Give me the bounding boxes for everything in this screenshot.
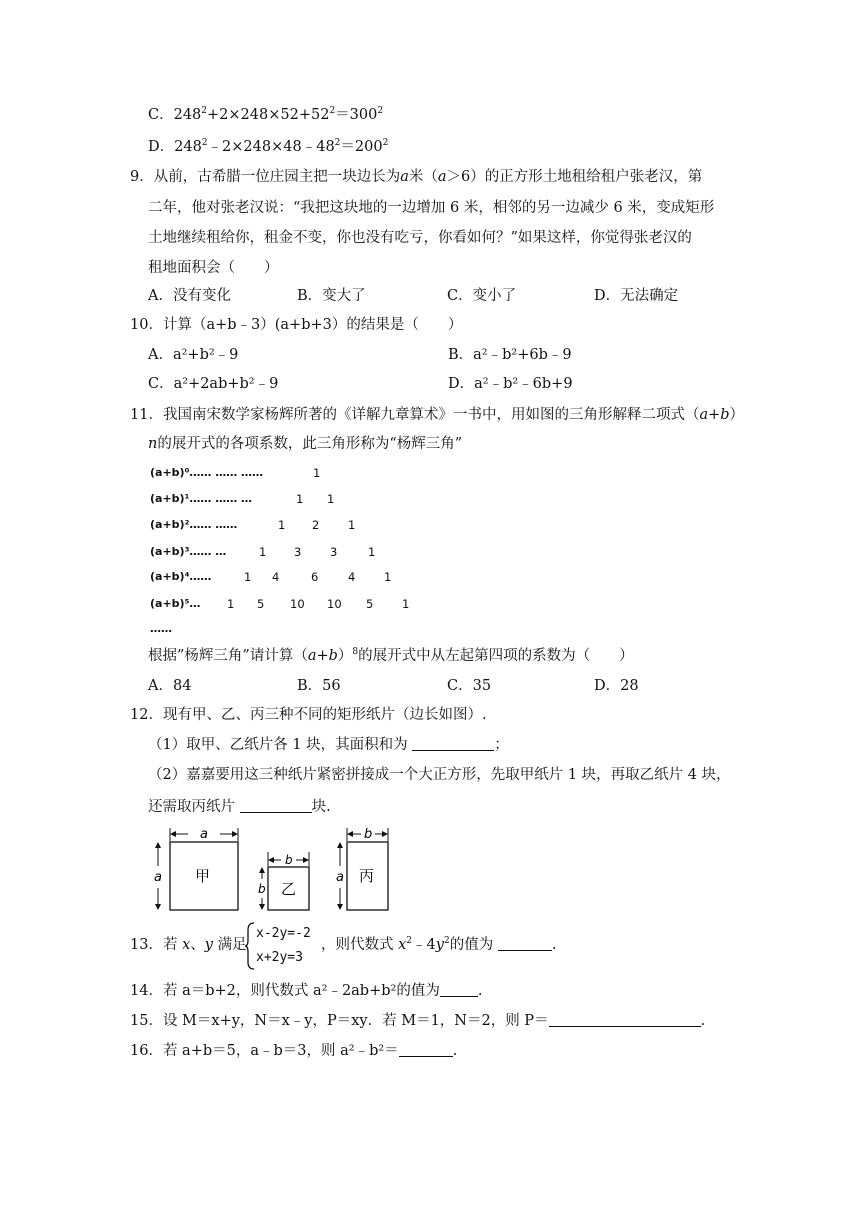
q10-option-d: D．a²﹣b²﹣6b+9 xyxy=(448,376,573,392)
piece-yi xyxy=(258,852,309,910)
label-a-top: a xyxy=(200,827,208,842)
q11-line-2: n的展开式的各项系数，此三角形称为“杨辉三角” xyxy=(148,436,463,452)
question-number: 11． xyxy=(130,407,163,423)
piece-label-jia: 甲 xyxy=(195,867,211,885)
label-b-top-bing: b xyxy=(364,827,373,842)
q11-option-b: B．56 xyxy=(297,678,341,694)
q13-stem-cont: ，则代数式 $x^2﹣4y^2$的值为 . xyxy=(321,936,557,953)
label-b-left: b xyxy=(258,882,266,896)
q11-option-c: C．35 xyxy=(447,678,492,694)
answer-blank[interactable] xyxy=(498,936,552,951)
answer-blank[interactable] xyxy=(549,1012,701,1027)
q11-line-1: 11．我国南宋数学家杨辉所著的《详解九章算术》一书中，用如图的三角形解释二项式（a+b） xyxy=(130,407,745,423)
q12-part-2: （2）嘉嘉要用这三种纸片紧密拼接成一个大正方形，先取甲纸片 1 块，再取乙纸片 4 块， xyxy=(148,767,731,783)
q12-part-1: （1）取甲、乙纸片各 1 块，其面积和为 ； xyxy=(148,737,509,753)
piece-jia xyxy=(154,827,238,910)
system-equation-2: x+2y=3 xyxy=(256,950,303,965)
piece-label-bing: 丙 xyxy=(359,867,375,885)
system-equation-1: x-2y=-2 xyxy=(256,926,311,941)
question-number: 13． xyxy=(130,937,163,953)
question-number: 12． xyxy=(130,707,163,723)
q9-option-b: B．变大了 xyxy=(297,288,366,304)
q16-stem: 16．若 a+b＝5，a﹣b＝3，则 a²﹣b²＝ . xyxy=(130,1043,458,1059)
answer-blank[interactable] xyxy=(440,982,478,997)
q14-stem: 14．若 a＝b+2，则代数式 a²﹣2ab+b²的值为 . xyxy=(130,983,483,999)
q8-option-d: D．$248^2﹣2\times 248\times 48﹣48^2=200^2$ xyxy=(148,138,389,155)
q10-option-c: C．a²+2ab+b²﹣9 xyxy=(148,376,279,392)
question-number: 14． xyxy=(130,983,163,999)
q9-option-d: D．无法确定 xyxy=(594,288,679,304)
question-number: 15． xyxy=(130,1013,163,1029)
question-number: 16． xyxy=(130,1043,163,1059)
q9-line-2: 二年，他对张老汉说：“我把这块地的一边增加 6 米，相邻的另一边减少 6 米，变成矩形 xyxy=(148,200,715,216)
label-a-left-bing: a xyxy=(336,870,344,885)
brace-icon xyxy=(244,922,256,970)
question-number: 9． xyxy=(130,169,154,185)
paper-pieces-figure xyxy=(148,822,408,914)
piece-bing xyxy=(336,827,388,910)
q12-stem: 12．现有甲、乙、丙三种不同的矩形纸片（边长如图）. xyxy=(130,707,487,723)
q8-option-c: C．$248^2+2\times 248\times 52+52^2=300^2$ xyxy=(148,106,384,123)
q9-option-c: C．变小了 xyxy=(447,288,517,304)
q10-option-a: A．a²+b²﹣9 xyxy=(148,347,239,363)
q12-part-2-cont: 还需取丙纸片 块. xyxy=(148,799,331,815)
exam-page: C．$248^2+2\times 248\times 52+52^2=300^2$ D．$248^2﹣2\times 248\times 48﹣48^2=200^2$ 9．从前，古希腊一位庄园主把一块边长为a米（a＞6）的正方形土地租给租户张老汉，第 二年，他对张老汉说：“我把这块地的一边增加 6 米，相邻的另一边减少 6 米，变成矩形 土地继续租给你，租金不变，你也没有吃亏，你看如何？”如果这样，你觉得张老汉的 租地面积会（ ） A．没有变化 B．变大了 C．变小了 D．无法确定 10．计算（a+b﹣3）(a+b+3）的结果是（ ） A．a²+b²﹣9 B．a²﹣b²+6b﹣9 C．a²+2ab+b²﹣9 D．a²﹣b²﹣6b+9 11．我国南宋数学家杨辉所著的《详解九章算术》一书中，用如图的三角形解释二项式（a+b） n的展开式的各项系数，此三角形称为“杨辉三角” (a+b)⁰…… …… …… 1 (a+b)¹…… …… … 1 1 (a+b)²…… …… 1 2 1 (a+b)³…… … 1 3 3 1 (a+b)⁴…… 1 4 6 4 1 (a+b)⁵… 1 5 10 10 5 1 …… 根据”杨辉三角”请计算$(a+b)^8$的展开式中从左起第四项的系数为（ ） A．84 B．56 C．35 D．28 12．现有甲、乙、丙三种不同的矩形纸片（边长如图）. （1）取甲、乙纸片各 1 块，其面积和为 ； （2）嘉嘉要用这三种纸片紧密拼接成一个大正方形，先取甲纸片 1 块，再取乙纸片 4 块， 还需取丙纸片 块. a a 甲 b b 乙 b a 丙 13．若 x、y 满足 x-2y=-2 x+2y=3 ，则代数式 $x^2﹣4y^2$的值为 . 14．若 a＝b+2，则代数式 a²﹣2ab+b²的值为 . 15．设 M＝x+y，N＝x﹣y，P＝xy．若 M＝1，N＝2，则 P＝ . 16．若 a+b＝5，a﹣b＝3，则 a²﹣b²＝ . xyxy=(130,106,745,1059)
q15-stem: 15．设 M＝x+y，N＝x﹣y，P＝xy．若 M＝1，N＝2，则 P＝ . xyxy=(130,1013,706,1029)
q13-stem: 13．若 x、y 满足 xyxy=(130,937,247,953)
answer-blank[interactable] xyxy=(412,736,494,751)
question-number: 10． xyxy=(130,317,163,333)
answer-blank[interactable] xyxy=(399,1042,453,1057)
piece-label-yi: 乙 xyxy=(281,880,297,898)
q9-line-1: 9．从前，古希腊一位庄园主把一块边长为a米（a＞6）的正方形土地租给租户张老汉，第 xyxy=(130,169,703,185)
q9-line-3: 土地继续租给你，租金不变，你也没有吃亏，你看如何？”如果这样，你觉得张老汉的 xyxy=(148,230,692,246)
q11-line-3: 根据”杨辉三角”请计算$(a+b)^8$的展开式中从左起第四项的系数为（ ） xyxy=(148,647,634,664)
q10-option-b: B．a²﹣b²+6b﹣9 xyxy=(448,347,572,363)
label-a-left: a xyxy=(154,870,162,885)
q11-option-d: D．28 xyxy=(594,678,639,694)
triangle-ellipsis: …… xyxy=(150,622,172,635)
answer-blank[interactable] xyxy=(240,798,312,813)
q11-option-a: A．84 xyxy=(148,678,192,694)
q9-option-a: A．没有变化 xyxy=(148,288,231,304)
q10-stem: 10．计算（a+b﹣3）(a+b+3）的结果是（ ） xyxy=(130,317,463,333)
q9-line-4: 租地面积会（ ） xyxy=(148,260,279,276)
label-b-top: b xyxy=(285,853,293,867)
